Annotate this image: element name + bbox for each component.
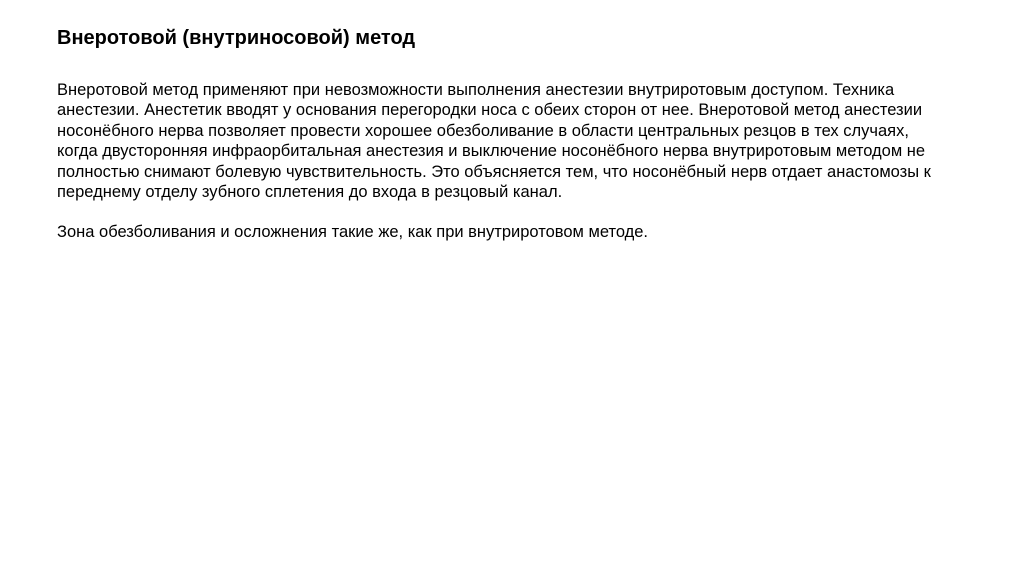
- text-line: полностью снимают болевую чувствительность. Это объясняется тем, что носонёбный нерв отдает анастомозы к: [57, 162, 931, 181]
- paragraph-summary: [57, 222, 987, 242]
- text-line: Зона обезболивания и осложнения такие же, как при внутриротовом методе.: [57, 223, 649, 242]
- text-line: анестезии. Анестетик вводят у основания перегородки носа с обеих сторон от нее. Внеротовой метод анестезии: [57, 101, 923, 120]
- slide-body: [57, 80, 987, 263]
- paragraph-description: [57, 80, 987, 202]
- text-line: переднему отделу зубного сплетения до входа в резцовый канал.: [57, 183, 563, 202]
- text-line: носонёбного нерва позволяет провести хорошее обезболивание в области центральных резцов в тех случаях,: [57, 121, 909, 140]
- slide-title: Внеротовой (внутриносовой) метод: [57, 27, 416, 49]
- text-line: когда двусторонняя инфраорбитальная анестезия и выключение носонёбного нерва внутриротовым методом не: [57, 142, 926, 161]
- text-line: Внеротовой метод применяют при невозможности выполнения анестезии внутриротовым доступом. Техника: [57, 81, 895, 99]
